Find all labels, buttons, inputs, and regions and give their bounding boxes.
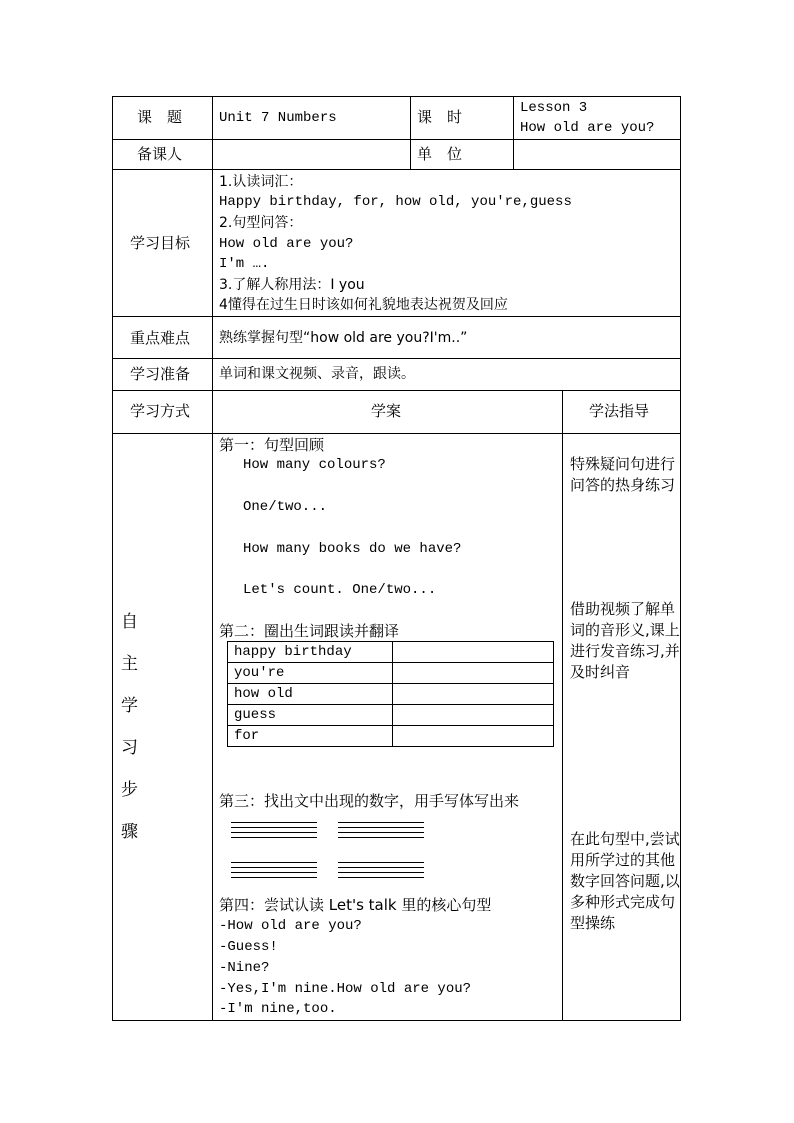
- step2-title: 第二：圈出生词跟读并翻译: [219, 622, 400, 640]
- handwriting-lines[interactable]: [338, 862, 424, 882]
- period-label: 课 时: [417, 108, 463, 126]
- key-points-value: 熟练掌握句型“how old are you?I'm..”: [219, 330, 468, 346]
- guidance-note: 特殊疑问句进行问答的热身练习: [570, 455, 676, 494]
- objectives-label: 学习目标: [130, 234, 191, 252]
- dialogue-line: -Nine?: [219, 960, 270, 976]
- objective-line: How old are you?: [219, 236, 354, 252]
- table-row: [228, 705, 554, 726]
- table-row: [228, 726, 554, 747]
- objective-line: I'm ….: [219, 256, 270, 272]
- vocab-word: happy birthday: [228, 642, 393, 663]
- vocab-word: how old: [228, 684, 393, 705]
- objective-line: 3.了解人称用法：I you: [219, 277, 365, 293]
- vertical-char: 骤: [121, 822, 138, 842]
- guidance-note: 借助视频了解单词的音形义,课上进行发音练习,并及时纠音: [570, 600, 680, 681]
- vertical-char: 学: [121, 696, 138, 716]
- vertical-char: 主: [121, 654, 138, 674]
- objective-line: 2.句型问答：: [219, 215, 303, 231]
- column-plan: 学案: [371, 402, 402, 420]
- vertical-char: 自: [121, 612, 138, 632]
- key-points-label: 重点难点: [130, 329, 191, 347]
- step3-title: 第三：找出文中出现的数字，用手写体写出来: [219, 792, 520, 810]
- step1-line: How many colours?: [243, 457, 386, 473]
- step4-title: 第四：尝试认读 Let's talk 里的核心句型: [219, 896, 492, 914]
- handwriting-lines[interactable]: [231, 862, 317, 882]
- column-method: 学习方式: [130, 402, 191, 420]
- vertical-char: 步: [121, 780, 138, 800]
- objective-line: Happy birthday, for, how old, you're,guess: [219, 194, 572, 210]
- table-row: [228, 663, 554, 684]
- dialogue-line: -Yes,I'm nine.How old are you?: [219, 981, 472, 997]
- vocab-word: guess: [228, 705, 393, 726]
- translation-cell[interactable]: [393, 705, 554, 726]
- handwriting-lines[interactable]: [338, 822, 424, 842]
- topic-label: 课 题: [137, 108, 183, 126]
- objective-line: 1.认读词汇：: [219, 174, 303, 190]
- step1-line: One/two...: [243, 499, 328, 515]
- vocab-word: for: [228, 726, 393, 747]
- topic-value: Unit 7 Numbers: [219, 110, 337, 126]
- vertical-char: 习: [121, 738, 138, 758]
- translation-cell[interactable]: [393, 663, 554, 684]
- dialogue-line: -How old are you?: [219, 918, 362, 934]
- step1-line: How many books do we have?: [243, 541, 462, 557]
- handwriting-lines[interactable]: [231, 822, 317, 842]
- unit-label: 单 位: [417, 145, 463, 163]
- dialogue-line: -Guess!: [219, 939, 278, 955]
- vocab-word: you're: [228, 663, 393, 684]
- step1-line: Let's count. One/two...: [243, 582, 437, 598]
- lesson-title: How old are you?: [520, 120, 655, 136]
- step1-title: 第一：句型回顾: [219, 436, 325, 454]
- table-row: [228, 684, 554, 705]
- objective-line: 4懂得在过生日时该如何礼貌地表达祝贺及回应: [219, 297, 508, 313]
- lesson-number: Lesson 3: [520, 100, 588, 116]
- preparation-label: 学习准备: [130, 365, 191, 383]
- guidance-note: 在此句型中,尝试用所学过的其他数字回答问题,以多种形式完成句型操练: [570, 830, 680, 932]
- translation-cell[interactable]: [393, 642, 554, 663]
- dialogue-line: -I'm nine,too.: [219, 1001, 337, 1017]
- table-row: [228, 642, 554, 663]
- preparer-label: 备课人: [137, 145, 183, 163]
- translation-cell[interactable]: [393, 726, 554, 747]
- vocab-table: [227, 641, 554, 747]
- column-guidance: 学法指导: [589, 402, 650, 420]
- translation-cell[interactable]: [393, 684, 554, 705]
- preparation-value: 单词和课文视频、录音，跟读。: [219, 366, 415, 382]
